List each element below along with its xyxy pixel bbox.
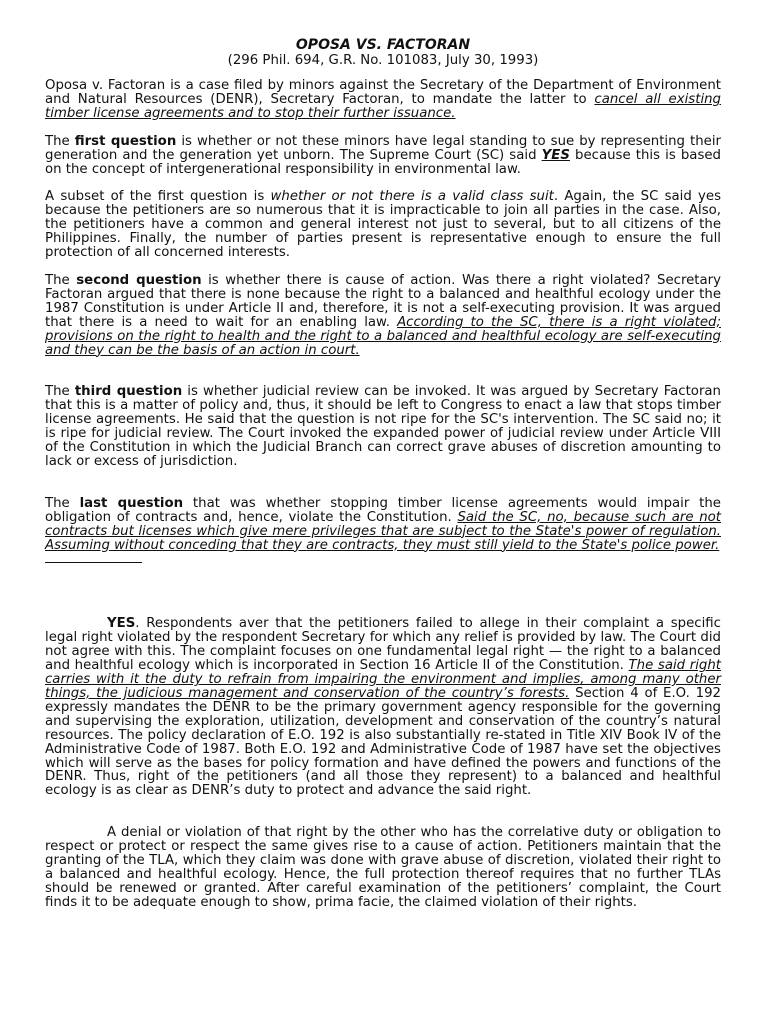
yes-emphasis: The said right carries with it the duty to refrain from impairing the environment and implies, among many other things, the judicious management and conservation of the country’s forests.: [45, 658, 721, 701]
case-title: OPOSA VS. FACTORAN: [295, 37, 471, 53]
q4-heading: last question: [79, 495, 184, 511]
intro-text: Oposa v. Factoran is a case filed by minors against the Secretary of the Department of Environment and Natural Resources (DENR), Secretary Factoran, to mandate the latter to: [45, 78, 721, 107]
q4-ruling: Said the SC, no, because such are not contracts but licenses which give mere privileges that are subject to the State's power of regulation. Assuming without conceding that they are contracts, they must still yield to the State's police power.: [45, 509, 721, 553]
q3-text: is whether judicial review can be invoked. It was argued by Secretary Factoran that this is a matter of policy and, thus, it should be left to Congress to enact a law that stops timber license agreements. He said that the question is not ripe for the SC's intervention. The SC said no; it is ripe for judicial review. The Court invoked the expanded power of judicial review under Article VIII of the Constitution in which the Judicial Branch can correct grave abuses of discretion amounting to lack or excess of jurisdiction.: [45, 384, 721, 469]
q1-lead: The: [45, 133, 75, 149]
denial-paragraph: A denial or violation of that right by the other who has the correlative duty or obligation to respect or protect or respect the same gives rise to a cause of action. Petitioners maintain that the granting of the TLA, which they claim was done with grave abuse of discretion, violated their right to a balanced and healthful ecology. Hence, the full protection thereof requires that no further TLAs should be renewed or granted. After careful examination of the petitioners’ complaint, the Court finds it to be adequate enough to show, prima facie, the claimed violation of their rights.: [45, 825, 721, 910]
q4-text: that was whether stopping timber license agreements would impair the obligation of contracts and, hence, violate the Constitution.: [45, 495, 721, 525]
class-suit-lead: A subset of the first question is: [45, 189, 271, 205]
q3-heading: third question: [74, 384, 183, 400]
yes-heading: YES: [107, 616, 136, 632]
q2-heading: second question: [76, 272, 202, 288]
third-question-paragraph: [45, 385, 721, 468]
last-question-paragraph: [45, 497, 721, 553]
document-page: [45, 38, 721, 910]
q3-lead: The: [45, 384, 75, 400]
q2-text: is whether there is cause of action. Was there a right violated? Secretary Factoran argued that there is none because the right to a balanced and healthful ecology under the 1987 Constitution is under Article II and, therefore, it is not a self-executing provision. It was argued that there is a need to wait for an enabling law.: [45, 272, 721, 330]
q2-lead: The: [45, 272, 77, 288]
case-citation: (296 Phil. 694, G.R. No. 101083, July 30, 1993): [227, 53, 539, 68]
yes-text: . Respondents aver that the petitioners failed to allege in their complaint a specific legal right violated by the respondent Secretary for which any relief is provided by law. The Court did not agree with this. The complaint focuses on one fundamental legal right — the right to a balanced and healthful ecology which is incorporated in Section 16 Article II of the Constitution.: [45, 616, 721, 674]
q1-heading: first question: [74, 133, 177, 149]
class-suit-text: . Again, the SC said yes because the petitioners are so numerous that it is impracticable to join all parties in the case. Also, the petitioners have a common and general interest not just to several, but to all citizens of the Philippines. Finally, the number of parties present is representative enough to ensure the full protection of all concerned interests.: [45, 189, 721, 261]
q1-text-end: because this is based on the concept of intergenerational responsibility in environmental law.: [45, 147, 721, 177]
intro-paragraph: [45, 79, 721, 121]
q1-answer: YES: [541, 147, 570, 163]
intro-emphasis: cancel all existing timber license agreements and to stop their further issuance.: [45, 91, 722, 121]
class-suit-paragraph: [45, 190, 721, 260]
q1-text: is whether or not these minors have legal standing to sue by representing their generation and the generation yet unborn. The Supreme Court (SC) said: [45, 133, 721, 163]
first-question-paragraph: [45, 135, 721, 177]
q4-lead: The: [45, 495, 80, 511]
yes-paragraph: [45, 617, 721, 798]
yes-text-end: Section 4 of E.O. 192 expressly mandates the DENR to be the primary government agency responsible for the governing and supervising the exploration, utilization, development and conservation of the country’s natural resources. The policy declaration of E.O. 192 is also substantially re-stated in Title XIV Book IV of the Administrative Code of 1987. Both E.O. 192 and Administrative Code of 1987 have set the objectives which will serve as the bases for policy formation and have defined the powers and functions of the DENR. Thus, right of the petitioners (and all those they represent) to a balanced and healthful ecology is as clear as DENR’s duty to protect and advance the said right.: [45, 686, 721, 799]
second-question-paragraph: [45, 274, 721, 357]
q2-ruling: According to the SC, there is a right violated; provisions on the right to health and the right to a balanced and healthful ecology are self-executing and they can be the basis of an action in court.: [45, 314, 721, 358]
class-suit-emphasis: whether or not there is a valid class suit: [270, 189, 554, 205]
